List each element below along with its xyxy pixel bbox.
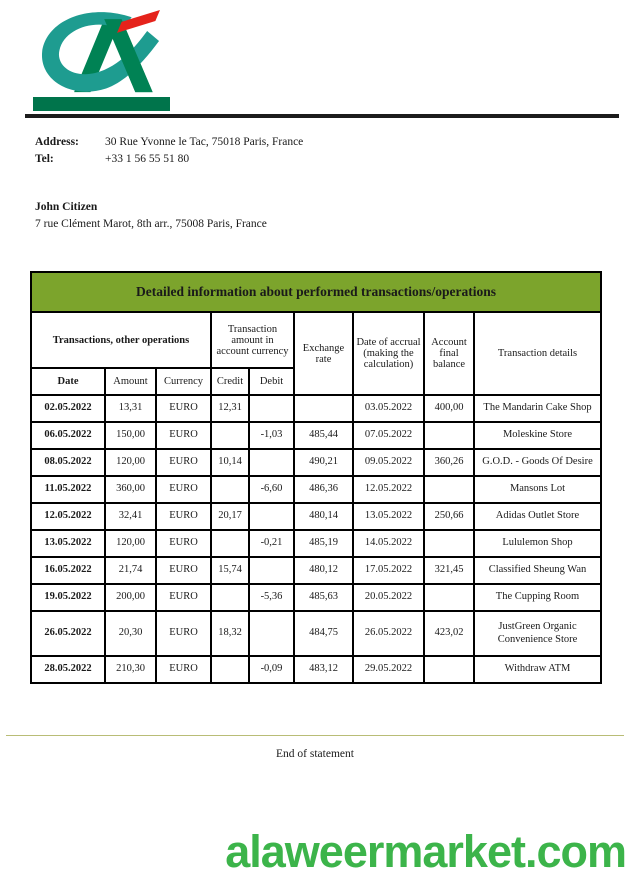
cell-date: 16.05.2022 (31, 557, 105, 584)
cell-details: The Mandarin Cake Shop (474, 395, 601, 422)
group-header-transactions: Transactions, other operations (31, 312, 211, 368)
bank-contact-block (35, 134, 303, 167)
cell-accrual-date: 26.05.2022 (353, 611, 424, 656)
header-divider (25, 114, 619, 118)
cell-accrual-date: 17.05.2022 (353, 557, 424, 584)
col-header-date: Date (31, 368, 105, 395)
table-row (31, 449, 601, 476)
table-group-header-row (31, 312, 601, 368)
cell-accrual-date: 12.05.2022 (353, 476, 424, 503)
cell-details: The Cupping Room (474, 584, 601, 611)
cell-credit: 12,31 (211, 395, 249, 422)
cell-accrual-date: 29.05.2022 (353, 656, 424, 683)
transactions-table-wrap (30, 271, 602, 684)
cell-currency: EURO (156, 656, 211, 683)
tel-row (35, 151, 303, 168)
cell-debit: -1,03 (249, 422, 294, 449)
cell-final-balance (424, 584, 474, 611)
cell-debit (249, 395, 294, 422)
table-title: Detailed information about performed transactions/operations (31, 272, 601, 312)
cell-exchange-rate: 486,36 (294, 476, 353, 503)
col-header-amount: Amount (105, 368, 156, 395)
cell-accrual-date: 03.05.2022 (353, 395, 424, 422)
cell-debit (249, 449, 294, 476)
cell-currency: EURO (156, 611, 211, 656)
cell-debit: -0,21 (249, 530, 294, 557)
cell-amount: 120,00 (105, 530, 156, 557)
cell-exchange-rate (294, 395, 353, 422)
cell-details: Adidas Outlet Store (474, 503, 601, 530)
cell-details: G.O.D. - Goods Of Desire (474, 449, 601, 476)
cell-final-balance: 360,26 (424, 449, 474, 476)
cell-currency: EURO (156, 449, 211, 476)
watermark-text: alaweermarket.com (225, 826, 626, 877)
cell-accrual-date: 09.05.2022 (353, 449, 424, 476)
cell-amount: 20,30 (105, 611, 156, 656)
cell-final-balance: 321,45 (424, 557, 474, 584)
col-header-credit: Credit (211, 368, 249, 395)
cell-final-balance (424, 422, 474, 449)
cell-credit (211, 422, 249, 449)
cell-exchange-rate: 485,63 (294, 584, 353, 611)
cell-currency: EURO (156, 476, 211, 503)
cell-date: 08.05.2022 (31, 449, 105, 476)
cell-final-balance: 423,02 (424, 611, 474, 656)
cell-final-balance (424, 476, 474, 503)
cell-currency: EURO (156, 395, 211, 422)
cell-amount: 150,00 (105, 422, 156, 449)
cell-debit (249, 557, 294, 584)
col-header-accrual-date: Date of accrual (making the calculation) (353, 312, 424, 395)
cell-accrual-date: 20.05.2022 (353, 584, 424, 611)
recipient-name: John Citizen (35, 201, 98, 213)
cell-currency: EURO (156, 584, 211, 611)
cell-exchange-rate: 483,12 (294, 656, 353, 683)
col-header-exchange-rate: Exchange rate (294, 312, 353, 395)
table-row (31, 476, 601, 503)
col-header-final-balance: Account final balance (424, 312, 474, 395)
cell-date: 02.05.2022 (31, 395, 105, 422)
table-row (31, 584, 601, 611)
cell-debit: -6,60 (249, 476, 294, 503)
cell-credit (211, 476, 249, 503)
cell-currency: EURO (156, 503, 211, 530)
cell-amount: 13,31 (105, 395, 156, 422)
cell-debit: -5,36 (249, 584, 294, 611)
table-row (31, 530, 601, 557)
cell-currency: EURO (156, 530, 211, 557)
cell-details: Withdraw ATM (474, 656, 601, 683)
cell-credit (211, 584, 249, 611)
cell-exchange-rate: 485,44 (294, 422, 353, 449)
cell-amount: 32,41 (105, 503, 156, 530)
table-row (31, 557, 601, 584)
end-of-statement-text: End of statement (276, 748, 354, 760)
cell-debit: -0,09 (249, 656, 294, 683)
footer-divider (6, 735, 624, 736)
cell-date: 28.05.2022 (31, 656, 105, 683)
cell-date: 19.05.2022 (31, 584, 105, 611)
table-row (31, 503, 601, 530)
cell-amount: 120,00 (105, 449, 156, 476)
cell-details: JustGreen Organic Convenience Store (474, 611, 601, 656)
table-row (31, 422, 601, 449)
cell-credit (211, 530, 249, 557)
col-header-details: Transaction details (474, 312, 601, 395)
tel-label: Tel: (35, 152, 54, 165)
cell-exchange-rate: 484,75 (294, 611, 353, 656)
cell-credit (211, 656, 249, 683)
cell-date: 12.05.2022 (31, 503, 105, 530)
cell-details: Mansons Lot (474, 476, 601, 503)
cell-currency: EURO (156, 422, 211, 449)
table-row (31, 656, 601, 683)
cell-final-balance (424, 656, 474, 683)
address-row (35, 134, 303, 151)
cell-final-balance (424, 530, 474, 557)
cell-date: 13.05.2022 (31, 530, 105, 557)
cell-exchange-rate: 480,14 (294, 503, 353, 530)
cell-amount: 210,30 (105, 656, 156, 683)
address-value: 30 Rue Yvonne le Tac, 75018 Paris, France (105, 136, 304, 148)
credit-agricole-logo-icon (33, 8, 170, 96)
cell-date: 11.05.2022 (31, 476, 105, 503)
cell-accrual-date: 14.05.2022 (353, 530, 424, 557)
cell-amount: 360,00 (105, 476, 156, 503)
recipient-address: 7 rue Clément Marot, 8th arr., 75008 Paris, France (35, 217, 267, 230)
cell-credit: 10,14 (211, 449, 249, 476)
table-row (31, 611, 601, 656)
cell-exchange-rate: 490,21 (294, 449, 353, 476)
cell-credit: 18,32 (211, 611, 249, 656)
cell-credit: 20,17 (211, 503, 249, 530)
table-body (31, 395, 601, 683)
tel-value: +33 1 56 55 51 80 (105, 152, 190, 165)
col-header-currency: Currency (156, 368, 211, 395)
cell-amount: 200,00 (105, 584, 156, 611)
transactions-table (30, 271, 602, 684)
cell-details: Lululemon Shop (474, 530, 601, 557)
cell-debit (249, 611, 294, 656)
cell-exchange-rate: 485,19 (294, 530, 353, 557)
group-header-amount: Transaction amount in account currency (211, 312, 294, 368)
logo-underline-bar (33, 97, 170, 111)
cell-date: 26.05.2022 (31, 611, 105, 656)
recipient-block (35, 199, 267, 232)
address-label: Address: (35, 136, 79, 148)
cell-details: Classified Sheung Wan (474, 557, 601, 584)
cell-currency: EURO (156, 557, 211, 584)
cell-exchange-rate: 480,12 (294, 557, 353, 584)
cell-accrual-date: 13.05.2022 (353, 503, 424, 530)
cell-details: Moleskine Store (474, 422, 601, 449)
credit-agricole-logo (33, 8, 170, 101)
cell-credit: 15,74 (211, 557, 249, 584)
cell-amount: 21,74 (105, 557, 156, 584)
cell-date: 06.05.2022 (31, 422, 105, 449)
table-title-row (31, 272, 601, 312)
col-header-debit: Debit (249, 368, 294, 395)
cell-final-balance: 400,00 (424, 395, 474, 422)
cell-accrual-date: 07.05.2022 (353, 422, 424, 449)
cell-final-balance: 250,66 (424, 503, 474, 530)
cell-debit (249, 503, 294, 530)
table-row (31, 395, 601, 422)
